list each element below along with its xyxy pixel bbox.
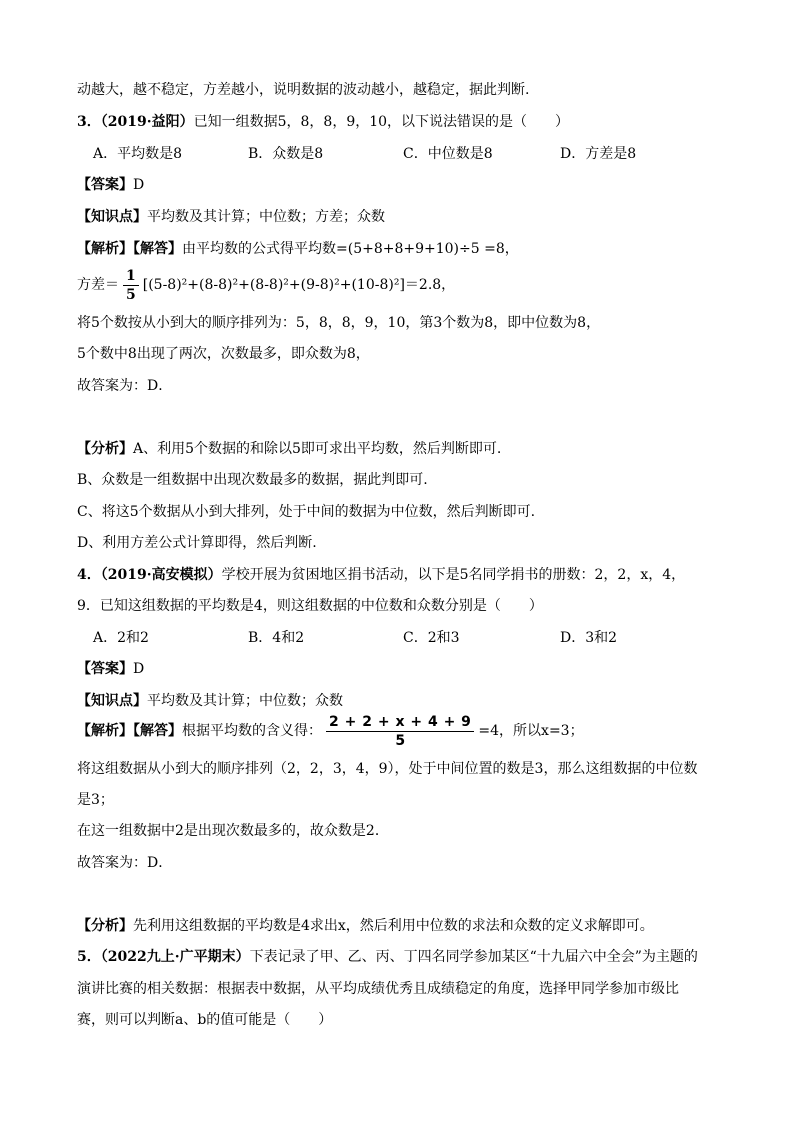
question-5-stem: 5．（2022九上·广平期末）下表记录了甲、乙、丙、丁四名同学参加某区“十九届六中全会”为主题的 (77, 949, 698, 965)
question-5-stem-cont: 演讲比赛的相关数据：根据表中数据，从平均成绩优秀且成绩稳定的角度，选择甲同学参加市级比 (77, 981, 679, 997)
solution-line: 是3； (77, 792, 114, 808)
solution-line: 故答案为：D． (77, 378, 173, 394)
answer-line: 【答案】D (77, 661, 145, 677)
question-source: （2019·高安模拟） (100, 567, 222, 583)
question-5-stem-cont: 赛，则可以判断a、b的值可能是（ ） (77, 1012, 333, 1028)
fraction: $\frac{2 + 2 + x + 4 + 9}{5}$ (326, 713, 474, 750)
analysis-line: 【分析】A、利用5个数据的和除以5即可求出平均数，然后判断即可. (77, 441, 502, 457)
answer-line: 【答案】D (77, 177, 145, 193)
option-a: A．平均数是8 (93, 146, 183, 162)
analysis-line: 【分析】先利用这组数据的平均数是4求出x，然后利用中位数的求法和众数的定义求解即可。 (77, 918, 654, 934)
text-line: 动越大，越不稳定，方差越小，说明数据的波动越小，越稳定，据此判断. (77, 82, 530, 98)
option-b: B．4和2 (248, 630, 305, 646)
variance-formula: 方差＝ $\frac{1}{5}$ [(5-8)²+(8-8)²+(8-8)²+(9-8)²+(10-8)²]＝2.8， (77, 267, 456, 303)
option-a: A．2和2 (93, 630, 149, 646)
option-c: C．2和3 (403, 630, 460, 646)
solution-line: 【解析】【解答】由平均数的公式得平均数=(5+8+8+9+10)÷5 =8， (77, 241, 519, 257)
question-source: （2019·益阳） (100, 114, 194, 130)
question-3-stem: 3．（2019·益阳）已知一组数据5，8，8，9，10，以下说法错误的是（ ） (77, 114, 570, 130)
question-3-options (93, 144, 713, 164)
mean-formula-line: 【解析】【解答】根据平均数的含义得： $\frac{2 + 2 + x + 4 + 9}{5}$ =4，所以x=3； (77, 713, 584, 749)
solution-line: 将5个数按从小到大的顺序排列为：5，8，8，9，10，第3个数为8，即中位数为8， (77, 315, 601, 331)
analysis-line: D、利用方差公式计算即得，然后判断. (77, 535, 317, 551)
solution-line: 5个数中8出现了两次，次数最多，即众数为8， (77, 346, 370, 362)
question-source: （2022九上·广平期末） (100, 949, 250, 965)
solution-line: 在这一组数据中2是出现次数最多的，故众数是2． (77, 823, 389, 839)
knowledge-point-line: 【知识点】平均数及其计算；中位数；方差；众数 (77, 209, 385, 225)
question-4-options (93, 628, 713, 648)
option-d: D．3和2 (560, 630, 618, 646)
question-4-stem-cont: 9．已知这组数据的平均数是4，则这组数据的中位数和众数分别是（ ） (77, 598, 543, 614)
analysis-line: C、将这5个数据从小到大排列，处于中间的数据为中位数，然后判断即可. (77, 504, 536, 520)
option-c: C．中位数是8 (403, 146, 493, 162)
fraction: $\frac{1}{5}$ (123, 267, 139, 304)
analysis-line: B、众数是一组数据中出现次数最多的数据，据此判即可. (77, 472, 428, 488)
knowledge-point-line: 【知识点】平均数及其计算；中位数；众数 (77, 693, 343, 709)
option-d: D．方差是8 (560, 146, 637, 162)
option-b: B．众数是8 (248, 146, 324, 162)
question-4-stem: 4．（2019·高安模拟）学校开展为贫困地区捐书活动，以下是5名同学捐书的册数：2，2，x，4， (77, 567, 686, 583)
solution-line: 故答案为：D． (77, 855, 173, 871)
solution-line: 将这组数据从小到大的顺序排列（2，2，3，4，9），处于中间位置的数是3，那么这组数据的中位数 (77, 761, 698, 777)
